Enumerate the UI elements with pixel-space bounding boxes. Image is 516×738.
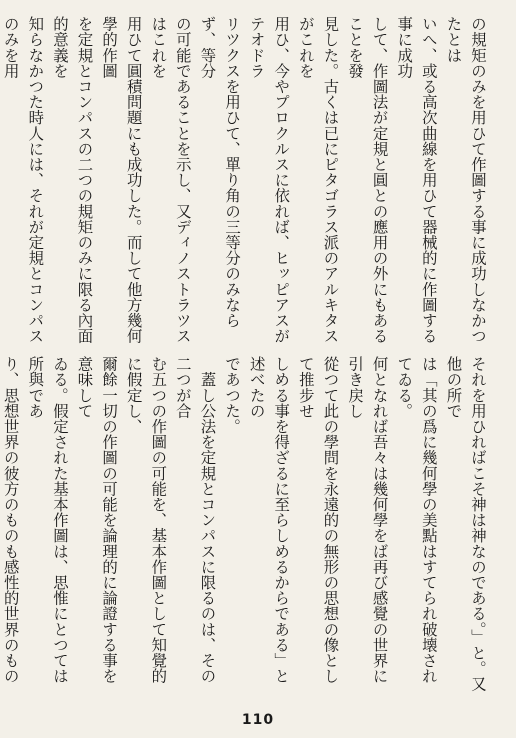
text-column: して、作圖法が定規と圓との應用の外にもあることを發 <box>346 16 389 344</box>
text-column: り、思想世界の彼方のものも感性的世界のもの <box>1 356 20 684</box>
text-column: 爾餘一切の作圖の可能を論理的に論證する事を意味して <box>75 356 119 684</box>
text-column: であつた。 <box>223 356 242 434</box>
text-column: 用ひ、今やプロクルスに依れば、ヒッピアスがテオドラ <box>247 16 291 344</box>
text-column: の規矩のみを用ひて作圖する事に成功しなかつたとは <box>444 16 487 344</box>
text-column: いへ、或る高次曲線を用ひて器械的に作圖する事に成功 <box>395 16 438 344</box>
text-column: 何となれば吾々は幾何學をば再び感覺の世界に引き戻し <box>346 356 389 684</box>
page-number: 110 <box>241 712 275 728</box>
text-column: 知らなかつた時人には、それが定規とコンパスのみを用 <box>1 16 45 344</box>
text-column: は「其の爲に幾何學の美點はすてられ破壊されてゐる。 <box>395 356 438 684</box>
text-column: を定規とコンパスの二つの規矩のみに限る內面的意義を <box>50 16 94 344</box>
text-column: それを用ひればこそ神は神なのである。」と。又他の所で <box>444 356 487 692</box>
text-block-lower <box>1 356 490 696</box>
text-column: む五つの作圖の可能を、基本作圖として知覺的に假定し、 <box>124 356 168 684</box>
text-column: 蓋し公法を定規とコンパスに限るのは、その二つが合 <box>173 356 217 684</box>
text-column: 見した。古くは已にピタゴラス派のアルキタスがこれを <box>296 16 340 344</box>
text-block-upper <box>1 16 490 346</box>
text-column: ゐる。假定された基本作圖は、思惟にとつては所與であ <box>26 356 69 684</box>
text-column: 用ひて圓積問題にも成功した。而して他方幾何學的作圖 <box>100 16 143 344</box>
text-column: 從つて此の學問を永遠的の無形の思想の像として推步せ <box>296 356 340 684</box>
text-column: リツクスを用ひて、單り角の三等分のみならず、等分 <box>198 16 242 328</box>
text-column: の可能であることを示し、又ディノストラツスはこれを <box>149 16 192 344</box>
text-column: しめる事を得ざるに至らしめるからである」と述べたの <box>247 356 291 684</box>
